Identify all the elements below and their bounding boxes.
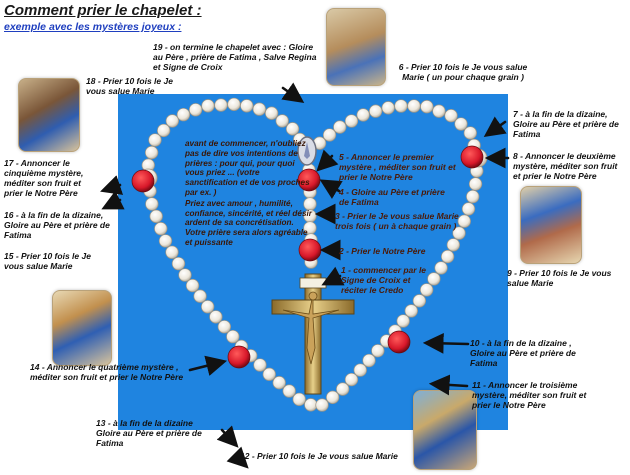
rosary-bead — [283, 385, 296, 398]
rosary-bead — [166, 115, 179, 128]
rosary-bead — [154, 222, 167, 235]
step-6-label: 6 - Prier 10 fois le Je vous salue Marie ( un pour chaque grain ) — [398, 62, 528, 82]
rosary-bead — [166, 246, 179, 259]
pointer-arrow — [106, 200, 120, 207]
rosary-bead — [455, 118, 468, 131]
rosary-bead — [354, 364, 367, 377]
rosary-bead — [202, 100, 215, 113]
step-18-label: 18 - Prier 10 fois le Je vous salue Marie — [86, 76, 173, 96]
pointer-arrow — [488, 122, 505, 134]
rosary-bead — [397, 315, 410, 328]
step-4-label: 4 - Gloire au Père et prière de Fatima — [339, 187, 445, 207]
step-19-label: 19 - on termine le chapelet avec : Gloire au Père , prière de Fatima , Salve Regina et Signe de Croix — [153, 42, 317, 72]
step-16-label: 16 - à la fin de la dizaine, Gloire au Père et prière de Fatima — [4, 210, 110, 240]
rosary-bead — [265, 107, 278, 120]
rosary-bead — [382, 102, 395, 115]
step-5-label: 5 - Annoncer le premier mystère , méditer son fruit et prier le Notre Père — [339, 152, 456, 182]
our-father-bead — [461, 146, 483, 168]
rosary-bead — [433, 105, 446, 118]
rosary-bead — [326, 391, 339, 404]
rosary-bead — [405, 305, 418, 318]
rosary-bead — [316, 399, 329, 412]
rosary-bead — [146, 198, 159, 211]
rosary-bead — [369, 105, 382, 118]
step-14-label: 14 - Annoncer le quatrième mystère , méditer son fruit et prier le Notre Père — [30, 362, 184, 382]
rosary-bead — [194, 290, 207, 303]
pointer-arrow — [428, 343, 468, 344]
rosary-bead — [273, 376, 286, 389]
rosary-bead — [336, 383, 349, 396]
step-9-label: 9 - Prier 10 fois le Je vous salue Marie — [507, 268, 612, 288]
rosary-bead — [254, 359, 267, 372]
rosary-bead — [159, 235, 172, 248]
our-father-bead — [132, 170, 154, 192]
pointer-arrow — [326, 276, 340, 283]
rosary-bead — [408, 100, 421, 113]
step-8-label: 8 - Annoncer le deuxième mystère, méditer son fruit et prier le Notre Père — [513, 151, 618, 181]
rosary-bead — [286, 123, 299, 136]
intro-text — [185, 139, 313, 248]
pointer-arrow — [105, 185, 120, 190]
pointer-arrow — [283, 88, 300, 100]
rosary-bead — [189, 103, 202, 116]
step-15-label: 15 - Prier 10 fois le Je vous salue Marie — [4, 251, 91, 271]
rosary-bead — [149, 134, 162, 147]
step-1-label: 1 - commencer par le Signe de Croix et réciter le Credo — [341, 265, 427, 295]
rosary-bead — [466, 190, 479, 203]
intro-paragraph-1: avant de commencer, n'oubliez pas de dire vos intentions de prières : pour qui, pour quoi vous priez ... (votre sanctification et de vos proches par ex. ) — [185, 139, 310, 197]
step-3-label: 3 - Prier le Je vous salue Marie trois fois ( un à chaque grain ) — [335, 211, 459, 231]
rosary-bead — [445, 109, 458, 122]
rosary-bead — [421, 100, 434, 113]
rosary-bead — [413, 294, 426, 307]
rosary-bead — [179, 269, 192, 282]
step-12-label: 12 - Prier 10 fois le Je vous salue Marie — [240, 451, 398, 461]
rosary-bead — [172, 257, 185, 270]
rosary-bead — [464, 127, 477, 140]
rosary-bead — [435, 262, 448, 275]
step-10-label: 10 - à la fin de la dizaine , Gloire au Père et prière de Fatima — [470, 338, 576, 368]
rosary-bead — [305, 399, 318, 412]
our-father-bead — [228, 346, 250, 368]
rosary-bead — [215, 99, 228, 112]
step-13-label: 13 - à la fin de la dizaine Gloire au Père et prière de Fatima — [96, 418, 202, 448]
rosary-bead — [253, 103, 266, 116]
our-father-bead — [388, 331, 410, 353]
rosary-bead — [276, 115, 289, 128]
rosary-bead — [293, 393, 306, 406]
rosary-bead — [150, 210, 163, 223]
rosary-bead — [210, 311, 223, 324]
step-2-label: 2 - Prier le Notre Père — [339, 246, 426, 256]
rosary-bead — [218, 320, 231, 333]
pointer-arrow — [222, 430, 235, 444]
rosary-bead — [157, 124, 170, 137]
step-11-label: 11 - Annoncer le troisième mystère, méditer son fruit et prier le Notre Père — [472, 380, 587, 410]
rosary-bead — [177, 108, 190, 121]
rosary-bead — [395, 100, 408, 113]
rosary-bead — [228, 98, 241, 111]
rosary-bead — [345, 115, 358, 128]
step-7-label: 7 - à la fin de la dizaine, Gloire au Père et prière de Fatima — [513, 109, 619, 139]
rosary-bead — [227, 330, 240, 343]
pointer-arrow — [434, 384, 467, 386]
rosary-bead — [145, 146, 158, 159]
rosary-bead — [334, 121, 347, 134]
rosary-bead — [363, 354, 376, 367]
pointer-arrow — [324, 182, 339, 191]
intro-paragraph-2: Priez avec amour , humilité, confiance, sincérité, et réel désir ardent de sa concrétisation. Votre prière sera alors agréable et puissante — [185, 198, 312, 247]
rosary-bead — [240, 100, 253, 113]
rosary-bead — [372, 344, 385, 357]
rosary-bead — [186, 279, 199, 292]
rosary-bead — [357, 109, 370, 122]
rosary-bead — [469, 178, 482, 191]
page-title: Comment prier le chapelet : — [4, 2, 202, 19]
rosary-bead — [263, 368, 276, 381]
pointer-arrow — [320, 156, 332, 168]
page-subtitle: exemple avec les mystères joyeux : — [4, 21, 182, 33]
rosary-bead — [201, 300, 214, 313]
step-17-label: 17 - Annoncer le cinquième mystère, méditer son fruit et prier le Notre Père — [4, 158, 84, 198]
rosary-bead — [345, 373, 358, 386]
rosary-bead — [323, 129, 336, 142]
